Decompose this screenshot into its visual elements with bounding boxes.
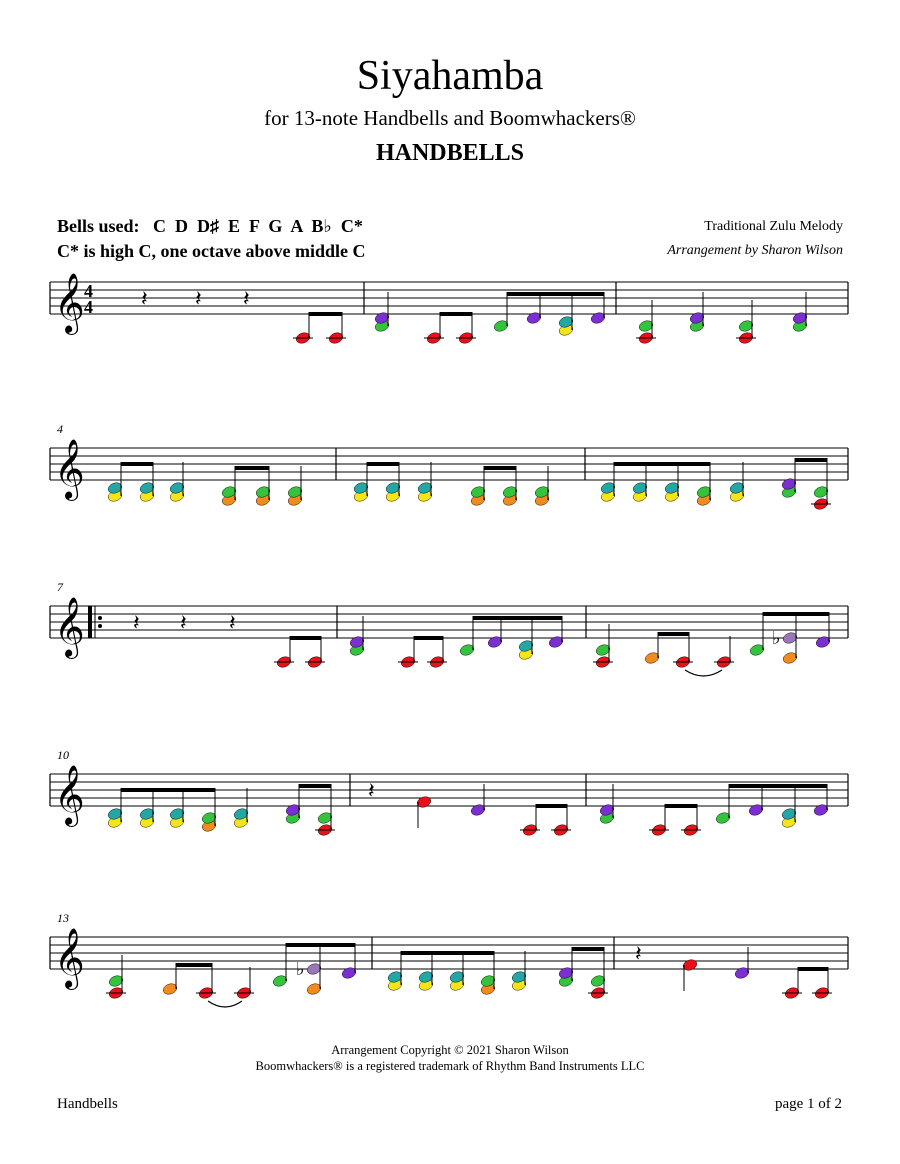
note: [293, 312, 313, 345]
arranger: Arrangement by Sharon Wilson: [667, 243, 843, 258]
note: [107, 788, 124, 829]
note: [398, 636, 418, 669]
note: [558, 292, 575, 337]
note: [427, 636, 447, 669]
beam: [507, 292, 604, 296]
note: [139, 788, 156, 829]
note: [272, 943, 289, 988]
note: [811, 458, 831, 511]
beam: [729, 784, 827, 788]
quarter-rest-icon: 𝄽: [133, 611, 140, 636]
note: [588, 947, 608, 1000]
note: [682, 958, 699, 991]
beam: [309, 312, 342, 316]
tie: [685, 670, 722, 676]
note: [107, 462, 124, 503]
note: [736, 300, 756, 345]
beam: [536, 804, 567, 808]
beam: [367, 462, 399, 466]
beam: [763, 612, 829, 616]
staff-system: [50, 580, 848, 659]
time-signature-top: 4: [84, 281, 93, 301]
beam: [299, 784, 331, 788]
note: [548, 616, 565, 649]
note: [233, 788, 250, 829]
footer-part-name: Handbells: [57, 1096, 118, 1112]
note: [729, 462, 746, 503]
note: [749, 612, 766, 657]
note: [714, 636, 734, 669]
quarter-rest-icon: 𝄽: [368, 779, 375, 804]
copyright-notice: Arrangement Copyright © 2021 Sharon Wilson: [331, 1043, 569, 1057]
quarter-rest-icon: 𝄽: [195, 287, 202, 312]
note: [734, 947, 751, 980]
note: [169, 462, 186, 503]
note: [518, 616, 535, 661]
bells-used-notes: C D D♯ E F G A B♭ C*: [153, 216, 363, 236]
note: [470, 784, 487, 817]
note: [812, 967, 832, 1000]
note: [487, 616, 504, 649]
beam: [176, 963, 212, 967]
page-title: Siyahamba: [356, 53, 544, 99]
note: [480, 951, 497, 996]
repeat-thick-bar: [88, 606, 92, 638]
note: [511, 951, 528, 992]
beam: [795, 458, 827, 462]
measure-number: 4: [57, 422, 63, 436]
note: [526, 292, 543, 325]
note: [387, 951, 404, 992]
beam: [286, 943, 355, 947]
note: [815, 612, 832, 649]
note: [449, 951, 466, 992]
quarter-rest-icon: 𝄽: [635, 942, 642, 967]
note: [593, 624, 613, 669]
note: [296, 943, 322, 996]
beam: [798, 967, 828, 971]
note: [782, 967, 802, 1000]
treble-clef-icon: 𝄞: [54, 273, 85, 333]
time-signature-bottom: 4: [84, 297, 93, 317]
tie: [208, 1001, 242, 1007]
note: [551, 804, 571, 837]
beam: [401, 951, 494, 955]
note: [748, 784, 765, 817]
repeat-dot: [98, 616, 102, 620]
beam: [658, 632, 689, 636]
page-number: page 1 of 2: [774, 1096, 842, 1112]
composer: Traditional Zulu Melody: [704, 219, 843, 234]
note: [305, 636, 325, 669]
repeat-dot: [98, 624, 102, 628]
trademark-notice: Boomwhackers® is a registered trademark of Rhythm Band Instruments LLC: [255, 1059, 645, 1073]
measure-number: 13: [57, 911, 69, 925]
beam: [121, 788, 215, 792]
note: [341, 943, 358, 980]
note: [644, 632, 661, 665]
note: [274, 636, 294, 669]
note: [326, 312, 346, 345]
note: [781, 784, 798, 829]
measure-number: 10: [57, 748, 69, 762]
note: [417, 462, 434, 503]
note: [418, 951, 435, 992]
note: [416, 795, 433, 828]
beam: [473, 616, 562, 620]
note: [139, 462, 156, 503]
note: [664, 462, 681, 503]
note: [385, 462, 402, 503]
note: [169, 788, 186, 829]
quarter-rest-icon: 𝄽: [229, 611, 236, 636]
staff-system: [50, 273, 848, 335]
treble-clef-icon: 𝄞: [54, 439, 85, 499]
beam: [665, 804, 697, 808]
bells-used-label: Bells used:: [57, 216, 140, 236]
treble-clef-icon: 𝄞: [54, 765, 85, 825]
beam: [414, 636, 443, 640]
bells-note: C* is high C, one octave above middle C: [57, 241, 366, 261]
quarter-rest-icon: 𝄽: [180, 611, 187, 636]
beam: [121, 462, 153, 466]
note: [234, 967, 254, 1000]
note: [162, 963, 179, 996]
flat-icon: ♭: [296, 959, 305, 980]
note: [813, 784, 830, 817]
note: [201, 788, 218, 833]
beam: [614, 462, 710, 466]
measure-number: 7: [57, 580, 63, 594]
note: [600, 462, 617, 503]
note: [632, 462, 649, 503]
note: [772, 612, 798, 665]
note: [353, 462, 370, 503]
flat-icon: ♭: [772, 628, 781, 649]
beam: [235, 466, 269, 470]
page-subtitle: for 13-note Handbells and Boomwhackers®: [264, 106, 636, 130]
note: [520, 804, 540, 837]
treble-clef-icon: 𝄞: [54, 928, 85, 988]
part-name: HANDBELLS: [375, 140, 525, 166]
quarter-rest-icon: 𝄽: [243, 287, 250, 312]
note: [315, 784, 335, 837]
beam: [440, 312, 472, 316]
beam: [572, 947, 604, 951]
staff-system: [50, 422, 848, 501]
note: [696, 462, 713, 507]
note: [424, 312, 444, 345]
treble-clef-icon: 𝄞: [54, 597, 85, 657]
note: [636, 300, 656, 345]
quarter-rest-icon: 𝄽: [141, 287, 148, 312]
note: [106, 955, 126, 1000]
beam: [290, 636, 321, 640]
staff-system: [50, 911, 848, 990]
note: [456, 312, 476, 345]
note: [681, 804, 701, 837]
note: [649, 804, 669, 837]
note: [590, 292, 607, 325]
beam: [484, 466, 516, 470]
